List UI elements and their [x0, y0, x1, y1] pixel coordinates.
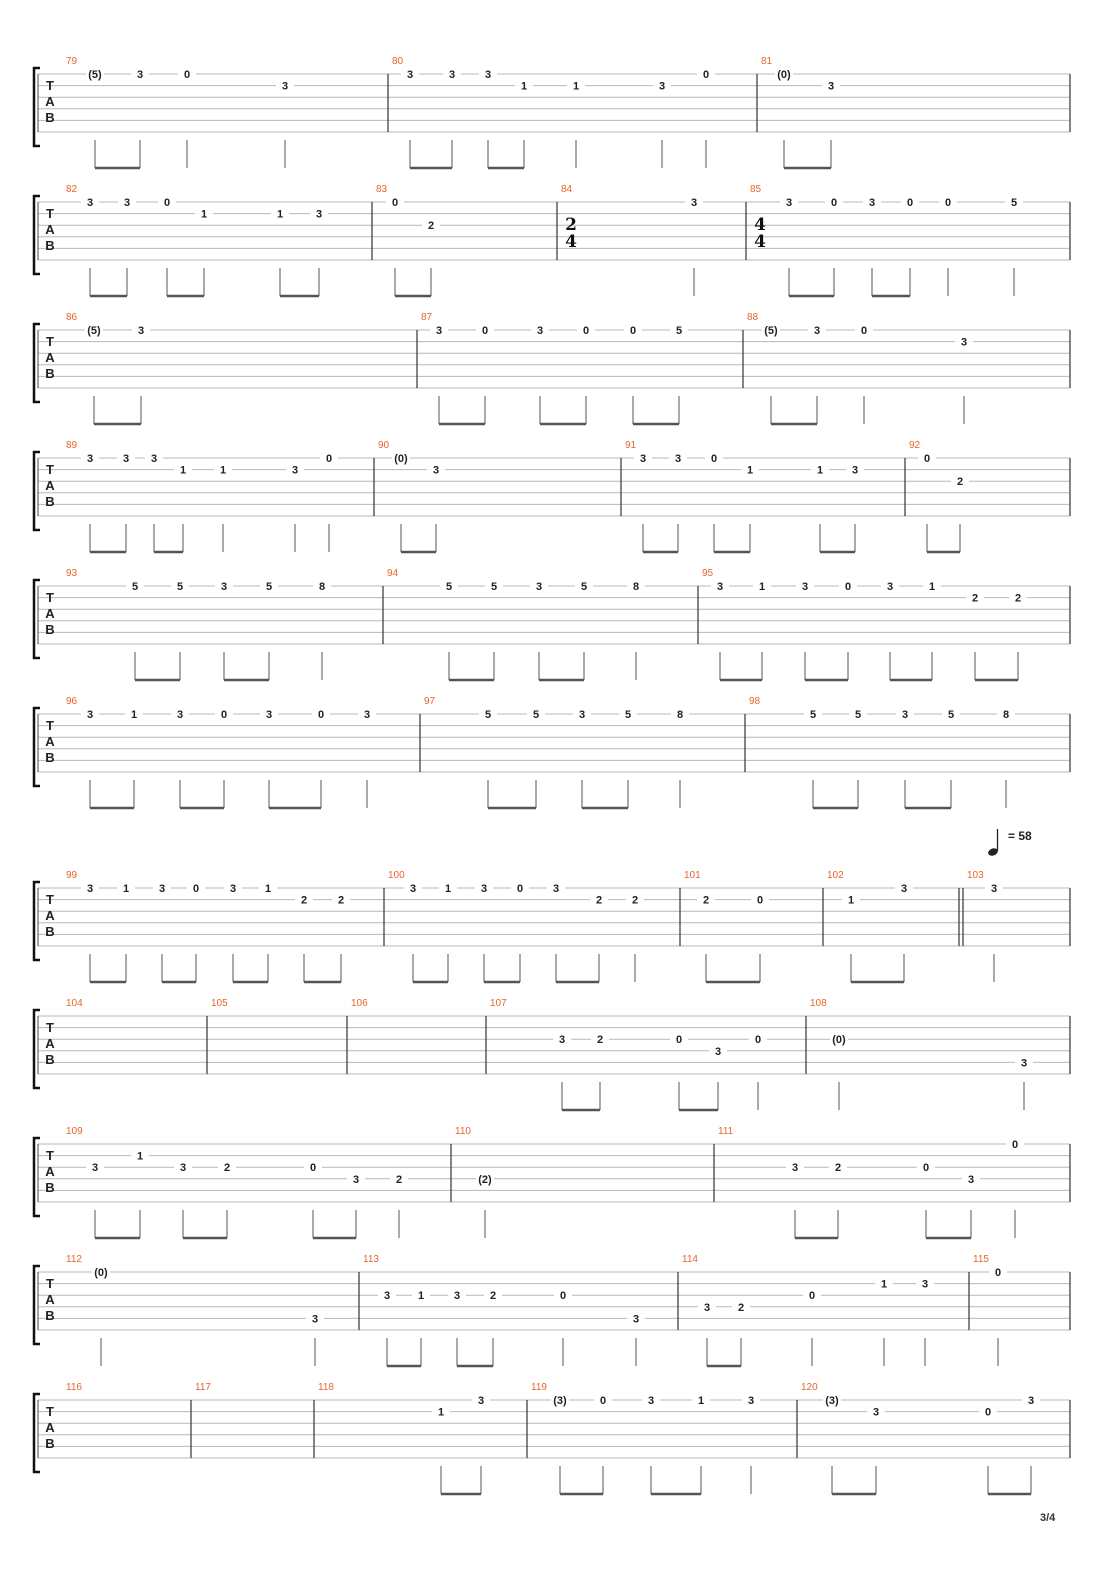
fret-number: 3	[901, 709, 909, 721]
fret-number: 0	[702, 69, 710, 81]
measure-number: 93	[66, 568, 78, 579]
fret-number: 5	[675, 325, 683, 337]
tab-clef-letter: B	[45, 1180, 55, 1195]
fret-number: 2	[631, 894, 639, 907]
fret-number: 1	[179, 464, 187, 477]
measure-number: 113	[363, 1254, 379, 1265]
fret-number: 3	[851, 464, 859, 477]
measure-number: 80	[392, 56, 404, 67]
fret-number: (5)	[764, 325, 778, 337]
fret-number: 3	[281, 80, 289, 93]
tab-clef-letter: B	[45, 750, 55, 765]
fret-number: 1	[572, 80, 580, 93]
fret-number: 2	[702, 894, 710, 907]
measure-number: 104	[66, 998, 83, 1009]
fret-number: 3	[484, 69, 492, 81]
measure-number: 85	[750, 184, 762, 195]
fret-number: 3	[900, 883, 908, 895]
fret-number: 0	[984, 1406, 992, 1419]
fret-number: 3	[91, 1162, 99, 1175]
fret-number: 1	[219, 464, 227, 477]
tab-staff	[0, 312, 1110, 426]
measure-number: 105	[211, 998, 228, 1009]
tab-staff	[0, 998, 1110, 1112]
tab-system	[0, 568, 1110, 682]
measure-number: 90	[378, 440, 390, 451]
tab-staff	[0, 440, 1110, 554]
measure-number: 109	[66, 1126, 83, 1137]
measure-number: 117	[195, 1382, 211, 1393]
measure-number: 83	[376, 184, 388, 195]
fret-number: 5	[854, 709, 862, 721]
fret-number: 1	[928, 581, 936, 593]
fret-number: 3	[703, 1301, 711, 1314]
fret-number: (5)	[88, 69, 102, 81]
fret-number: 0	[923, 453, 931, 465]
measure-number: 107	[490, 998, 507, 1009]
measure-number: 88	[747, 312, 759, 323]
measure-number: 110	[455, 1126, 471, 1137]
system-bracket	[34, 1138, 40, 1216]
fret-number: 1	[697, 1395, 705, 1407]
tab-system	[0, 998, 1110, 1112]
fret-number: 5	[809, 709, 817, 721]
fret-number: 0	[756, 894, 764, 907]
tab-clef-letter: T	[46, 1148, 54, 1163]
fret-number: 0	[559, 1290, 567, 1303]
tab-clef-letter: A	[45, 478, 55, 493]
fret-number: 3	[714, 1045, 722, 1058]
fret-number: 3	[872, 1406, 880, 1419]
fret-number: 2	[971, 592, 979, 605]
fret-number: 3	[229, 883, 237, 895]
page-number: 3/4	[1040, 1512, 1056, 1524]
fret-number: 3	[536, 325, 544, 337]
fret-number: 2	[300, 894, 308, 907]
fret-number: 0	[710, 453, 718, 465]
fret-number: 3	[432, 464, 440, 477]
fret-number: 3	[868, 197, 876, 209]
measure-number: 108	[810, 998, 827, 1009]
measure-number: 102	[827, 870, 844, 881]
fret-number: 5	[176, 581, 184, 593]
fret-number: 3	[535, 581, 543, 593]
fret-number: 3	[409, 883, 417, 895]
fret-number: 3	[86, 197, 94, 209]
fret-number: 0	[944, 197, 952, 209]
system-bracket	[34, 708, 40, 786]
fret-number: 5	[131, 581, 139, 593]
fret-number: 3	[123, 197, 131, 209]
fret-number: 3	[265, 709, 273, 721]
fret-number: 3	[220, 581, 228, 593]
tab-clef-letter: A	[45, 350, 55, 365]
fret-number: 8	[318, 581, 326, 593]
fret-number: 3	[406, 69, 414, 81]
tab-clef-letter: B	[45, 110, 55, 125]
tab-clef-letter: A	[45, 1420, 55, 1435]
tab-system	[0, 440, 1110, 554]
fret-number: 0	[906, 197, 914, 209]
tab-clef-letter: T	[46, 892, 54, 907]
fret-number: 0	[183, 69, 191, 81]
fret-number: 3	[785, 197, 793, 209]
tab-clef-letter: T	[46, 1404, 54, 1419]
fret-number: 3	[158, 883, 166, 895]
fret-number: 2	[427, 220, 435, 233]
time-signature-bottom: 4	[754, 232, 766, 252]
fret-number: 3	[448, 69, 456, 81]
system-bracket	[34, 324, 40, 402]
fret-number: 8	[1002, 709, 1010, 721]
fret-number: 5	[947, 709, 955, 721]
fret-number: 3	[990, 883, 998, 895]
tab-staff	[0, 56, 1110, 170]
system-bracket	[34, 882, 40, 960]
fret-number: 3	[921, 1278, 929, 1291]
fret-number: 3	[435, 325, 443, 337]
tab-system	[0, 184, 1110, 298]
fret-number: 3	[1027, 1395, 1035, 1407]
time-signature-bottom: 4	[565, 232, 577, 252]
system-bracket	[34, 68, 40, 146]
fret-number: 5	[445, 581, 453, 593]
measure-number: 106	[351, 998, 368, 1009]
fret-number: 2	[595, 894, 603, 907]
measure-number: 100	[388, 870, 405, 881]
fret-number: 2	[395, 1173, 403, 1186]
tab-clef-letter: A	[45, 1036, 55, 1051]
fret-number: 3	[674, 453, 682, 465]
measure-number: 92	[909, 440, 921, 451]
fret-number: 3	[86, 883, 94, 895]
tab-clef-letter: A	[45, 606, 55, 621]
measure-number: 79	[66, 56, 78, 67]
tab-clef-letter: A	[45, 1292, 55, 1307]
fret-number: 3	[363, 709, 371, 721]
fret-number: 3	[136, 69, 144, 81]
fret-number: 3	[122, 453, 130, 465]
tab-clef-letter: B	[45, 1052, 55, 1067]
fret-number: 3	[813, 325, 821, 337]
tab-clef-letter: T	[46, 462, 54, 477]
fret-number: 0	[922, 1162, 930, 1175]
system-bracket	[34, 1010, 40, 1088]
fret-number: 0	[1011, 1139, 1019, 1151]
fret-number: 0	[325, 453, 333, 465]
tab-system	[0, 1382, 1110, 1496]
measure-number: 87	[421, 312, 433, 323]
fret-number: 1	[880, 1278, 888, 1291]
measure-number: 103	[967, 870, 984, 881]
measure-number: 119	[531, 1382, 547, 1393]
fret-number: 3	[639, 453, 647, 465]
fret-number: 3	[967, 1173, 975, 1186]
fret-number: 3	[477, 1395, 485, 1407]
system-bracket	[34, 580, 40, 658]
fret-number: 3	[453, 1290, 461, 1303]
fret-number: 0	[754, 1034, 762, 1047]
fret-number: 0	[391, 197, 399, 209]
measure-number: 96	[66, 696, 78, 707]
measure-number: 114	[682, 1254, 698, 1265]
fret-number: 0	[163, 197, 171, 209]
fret-number: 3	[658, 80, 666, 93]
fret-number: 8	[632, 581, 640, 593]
fret-number: 1	[122, 883, 130, 895]
tab-staff	[0, 568, 1110, 682]
tab-clef-letter: A	[45, 222, 55, 237]
fret-number: 5	[484, 709, 492, 721]
measure-number: 86	[66, 312, 78, 323]
fret-number: 3	[86, 453, 94, 465]
tempo-value: = 58	[1008, 829, 1032, 843]
fret-number: 1	[758, 581, 766, 593]
fret-number: 2	[1014, 592, 1022, 605]
measure-number: 82	[66, 184, 78, 195]
measure-number: 115	[973, 1254, 989, 1265]
fret-number: 8	[676, 709, 684, 721]
fret-number: 3	[578, 709, 586, 721]
measure-number: 97	[424, 696, 436, 707]
fret-number: 3	[647, 1395, 655, 1407]
fret-number: (3)	[825, 1395, 839, 1407]
tab-clef-letter: A	[45, 734, 55, 749]
fret-number: 3	[827, 80, 835, 93]
measure-number: 111	[718, 1126, 734, 1137]
fret-number: 3	[632, 1313, 640, 1326]
fret-number: 3	[552, 883, 560, 895]
fret-number: 5	[532, 709, 540, 721]
quarter-note-icon	[986, 826, 1006, 858]
tab-clef-letter: B	[45, 494, 55, 509]
fret-number: 3	[315, 208, 323, 221]
fret-number: 2	[834, 1162, 842, 1175]
fret-number: 3	[747, 1395, 755, 1407]
fret-number: 3	[801, 581, 809, 593]
fret-number: 0	[860, 325, 868, 337]
fret-number: 0	[675, 1034, 683, 1047]
tab-system	[0, 312, 1110, 426]
tab-clef-letter: A	[45, 908, 55, 923]
measure-number: 89	[66, 440, 78, 451]
fret-number: 0	[994, 1267, 1002, 1279]
measure-number: 112	[66, 1254, 82, 1265]
fret-number: 2	[737, 1301, 745, 1314]
measure-number: 94	[387, 568, 399, 579]
fret-number: 3	[690, 197, 698, 209]
tab-staff	[0, 184, 1110, 298]
fret-number: 0	[516, 883, 524, 895]
fret-number: (2)	[478, 1173, 492, 1186]
measure-number: 101	[684, 870, 701, 881]
fret-number: 1	[264, 883, 272, 895]
fret-number: 0	[830, 197, 838, 209]
measure-number: 91	[625, 440, 637, 451]
tab-staff	[0, 696, 1110, 810]
fret-number: 0	[599, 1395, 607, 1407]
fret-number: 0	[192, 883, 200, 895]
fret-number: 5	[1010, 197, 1018, 209]
fret-number: 0	[629, 325, 637, 337]
fret-number: 1	[444, 883, 452, 895]
fret-number: 1	[276, 208, 284, 221]
fret-number: 3	[150, 453, 158, 465]
measure-number: 118	[318, 1382, 334, 1393]
tempo-marking	[986, 826, 1006, 856]
tab-clef-letter: B	[45, 924, 55, 939]
fret-number: 1	[200, 208, 208, 221]
tab-system	[0, 696, 1110, 810]
fret-number: (3)	[553, 1395, 567, 1407]
fret-number: 0	[220, 709, 228, 721]
time-signature-top: 4	[754, 215, 766, 235]
measure-number: 98	[749, 696, 761, 707]
fret-number: 3	[886, 581, 894, 593]
fret-number: 3	[480, 883, 488, 895]
tab-clef-letter: T	[46, 1276, 54, 1291]
fret-number: 3	[1020, 1057, 1028, 1070]
fret-number: 2	[489, 1290, 497, 1303]
tab-system	[0, 870, 1110, 984]
time-signature-top: 2	[565, 215, 577, 235]
fret-number: 3	[291, 464, 299, 477]
tab-clef-letter: T	[46, 78, 54, 93]
tab-clef-letter: T	[46, 590, 54, 605]
tab-staff	[0, 1126, 1110, 1240]
fret-number: (5)	[87, 325, 101, 337]
fret-number: 3	[558, 1034, 566, 1047]
tab-clef-letter: B	[45, 1436, 55, 1451]
fret-number: 0	[309, 1162, 317, 1175]
system-bracket	[34, 1394, 40, 1472]
fret-number: (0)	[94, 1267, 108, 1279]
fret-number: 3	[311, 1313, 319, 1326]
measure-number: 116	[66, 1382, 82, 1393]
system-bracket	[34, 452, 40, 530]
system-bracket	[34, 196, 40, 274]
tab-clef-letter: B	[45, 238, 55, 253]
fret-number: 1	[136, 1150, 144, 1163]
fret-number: 3	[791, 1162, 799, 1175]
tab-system	[0, 56, 1110, 170]
fret-number: 5	[624, 709, 632, 721]
tab-staff	[0, 1254, 1110, 1368]
tab-clef-letter: T	[46, 718, 54, 733]
measure-number: 99	[66, 870, 78, 881]
fret-number: 1	[130, 709, 138, 721]
fret-number: 1	[847, 894, 855, 907]
fret-number: 3	[176, 709, 184, 721]
measure-number: 81	[761, 56, 773, 67]
tab-staff	[0, 1382, 1110, 1496]
fret-number: 1	[746, 464, 754, 477]
tab-system	[0, 1126, 1110, 1240]
fret-number: 0	[844, 581, 852, 593]
fret-number: 3	[86, 709, 94, 721]
fret-number: 1	[816, 464, 824, 477]
fret-number: 1	[437, 1406, 445, 1419]
measure-number: 120	[801, 1382, 818, 1393]
fret-number: 5	[490, 581, 498, 593]
fret-number: 3	[716, 581, 724, 593]
fret-number: 5	[265, 581, 273, 593]
fret-number: 0	[808, 1290, 816, 1303]
tab-clef-letter: B	[45, 1308, 55, 1323]
fret-number: 2	[956, 476, 964, 489]
tab-clef-letter: B	[45, 622, 55, 637]
fret-number: 2	[223, 1162, 231, 1175]
tab-clef-letter: B	[45, 366, 55, 381]
fret-number: 3	[383, 1290, 391, 1303]
fret-number: 1	[520, 80, 528, 93]
tab-clef-letter: T	[46, 206, 54, 221]
fret-number: (0)	[394, 453, 408, 465]
tab-clef-letter: A	[45, 94, 55, 109]
fret-number: 0	[582, 325, 590, 337]
system-bracket	[34, 1266, 40, 1344]
measure-number: 95	[702, 568, 714, 579]
tab-clef-letter: T	[46, 1020, 54, 1035]
fret-number: 3	[179, 1162, 187, 1175]
fret-number: 0	[317, 709, 325, 721]
fret-number: 2	[596, 1034, 604, 1047]
fret-number: (0)	[777, 69, 791, 81]
measure-number: 84	[561, 184, 573, 195]
fret-number: 3	[352, 1173, 360, 1186]
fret-number: 0	[481, 325, 489, 337]
fret-number: 1	[417, 1290, 425, 1303]
tab-clef-letter: T	[46, 334, 54, 349]
fret-number: 5	[580, 581, 588, 593]
fret-number: 3	[960, 336, 968, 349]
tab-staff	[0, 870, 1110, 984]
fret-number: 3	[137, 325, 145, 337]
tab-clef-letter: A	[45, 1164, 55, 1179]
fret-number: (0)	[832, 1034, 846, 1047]
fret-number: 2	[337, 894, 345, 907]
tab-system	[0, 1254, 1110, 1368]
